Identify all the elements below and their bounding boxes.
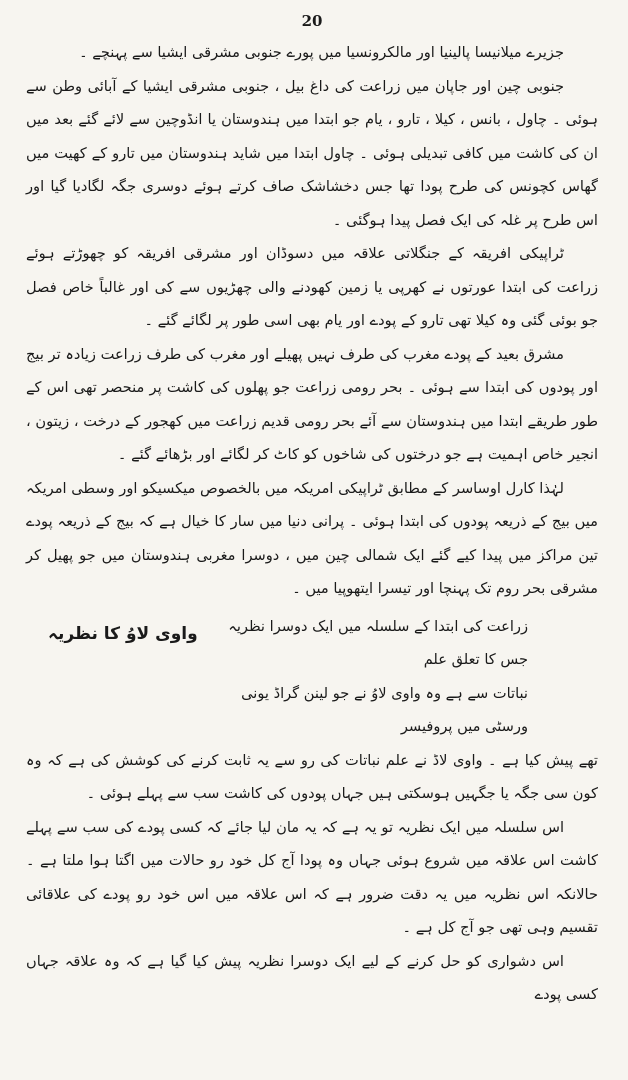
paragraph-6: تھے پیش کیا ہے ۔ واوی لاڈ نے علم نباتات کی رو سے یہ ثابت کرنے کی کوشش کی ہے کہ وہ کون سی جگہ یا جگہیں ہوسکتی ہیں جہاں پودوں کی کاشت سب سے پہلے ہوئی ۔ — [26, 751, 598, 802]
paragraph-7: اس سلسلہ میں ایک نظریہ تو یہ ہے کہ یہ مان لیا جائے کہ کسی پودے کی سب سے پہلے کاشت اس علاقہ میں شروع ہوئی جہاں وہ پودا آج کل خود رو حالات میں اگتا ہوا ملتا ہے ۔ حالانکہ اس نظریہ میں یہ دقت ضرور ہے کہ اس علاقہ میں اس خود رو پودے کی علاقائی تقسیم وہی تھی جو آج کل ہے ۔ — [26, 818, 598, 936]
section-intro-line-1: زراعت کی ابتدا کے سلسلہ میں ایک دوسرا نظریہ جس کا تعلق علم — [228, 617, 528, 668]
paragraph-1: جزیرے میلانیسا پالینیا اور مالکرونسیا میں پورے جنوبی مشرقی ایشیا سے پہنچے ۔ — [79, 44, 564, 61]
paragraph-2: جنوبی چین اور جاپان میں زراعت کی داغ بیل ، جنوبی مشرقی ایشیا کے آبائی وطن سے ہوئی ۔ چاول ، بانس ، کیلا ، تارو ، یام جو ابتدا میں ہندوستان یا انڈوچین سے لائے گئے بعد میں ان کی کاشت میں کافی تبدیلی ہوئی ۔ چاول ابتدا میں شاید ہندوستان میں تارو کے کھیت میں گھاس کچونس کی طرح پودا تھا جس دخشاشک صاف کرتے ہوئے دوسری جگہ لگادیا گیا اور اس طرح پر غلہ کی ایک فصل پیدا ہوگئی ۔ — [26, 77, 598, 229]
page-number: 20 — [301, 12, 323, 30]
paragraph-5: لہٰذا کارل اوساسر کے مطابق ٹراپیکی امریکہ میں بالخصوص میکسیکو اور وسطی امریکہ میں بیج کے ذریعہ پودوں کی ابتدا ہوئی ۔ پرانی دنیا میں سار کا خیال ہے کہ بیج کے ذریعہ پودے تین مراکز میں پیدا کیے گئے ایک شمالی چین میں ، دوسرا مغربی ہندوستان میں جو پھیل کر مشرقی بحر روم تک پہنچا اور تیسرا ایتھوپیا میں ۔ — [26, 479, 598, 597]
section-intro-lines — [198, 610, 598, 744]
section-heading: واوی لاوُ کا نظریہ — [48, 623, 198, 644]
paragraph-3: ٹراپیکی افریقہ کے جنگلاتی علاقہ میں دسوڈان اور مشرقی افریقہ کو چھوڑتے ہوئے زراعت کی ابتدا عورتوں نے کھرپی یا زمین کھودنے والی چھڑیوں سے کی اور غالباً خاص فصل جو بوئی گئی وہ کیلا تھی تارو کے پودے اور یام بھی اسی طور پر لگائے گئے ۔ — [26, 245, 598, 329]
paragraph-8: اس دشواری کو حل کرنے کے لیے ایک دوسرا نظریہ پیش کیا گیا ہے کہ وہ علاقہ جہاں کسی پودے — [26, 952, 598, 1003]
section-intro-line-2: نباتات سے ہے وہ واوی لاوُ نے جو لینن گراڈ یونی ورسٹی میں پروفیسر — [241, 684, 528, 735]
page-body — [26, 36, 598, 1012]
paragraph-4: مشرق بعید کے پودے مغرب کی طرف نہیں پھیلے اور مغرب کی طرف زراعت زیادہ تر بیج اور پودوں کی ابتدا سے ہوئی ۔ بحر رومی زراعت جو پھلوں کی کاشت پر منحصر تھی اس کے طور طریقے ابتدا میں ہندوستان سے آئے بحر رومی قدیم زراعت میں کھجور کے درخت ، زیتون ، انجیر خاص اہمیت ہے جو درختوں کی شاخوں کو کاٹ کر لگائے اور بڑھائے گئے ۔ — [26, 345, 598, 463]
section-heading-block — [26, 610, 598, 744]
